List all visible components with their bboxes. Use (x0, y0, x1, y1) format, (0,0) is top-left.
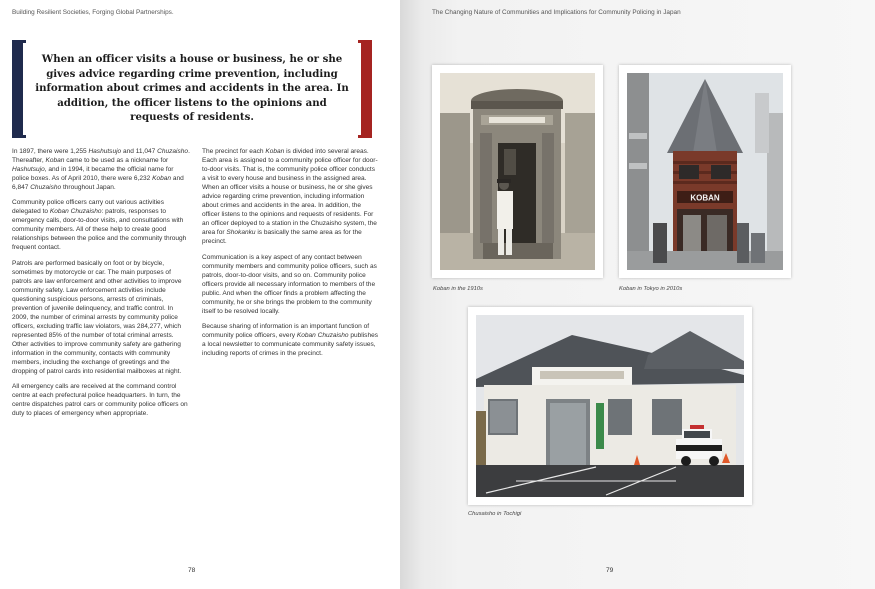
photo-caption-1: Koban in the 1910s (433, 286, 483, 292)
paragraph-4: All emergency calls are received at the command control centre at each prefectural police headquarters. In turn, the centre dispatches patrol cars or community police officers on duty to places of emergency when appropriate. (12, 383, 188, 418)
pull-quote-text: When an officer visits a house or business, he or she gives advice regarding crime prevention, including information about crimes and accidents in the area. In addition, the officer listens to the opinions and requests of residents. (35, 53, 349, 123)
chusaisho-image (476, 315, 744, 497)
paragraph-1: In 1897, there were 1,255 Hashutsujo and 11,047 Chuzaisho. Thereafter, Koban came to be used as a nickname for Hashutsujo, and in 1994, it became the official name for police boxes. As of April 2010, there were 6,232 Koban and 6,847 Chuzaisho throughout Japan. (12, 148, 190, 192)
photo-koban-tokyo-2010s (619, 65, 791, 278)
page-number-left: 78 (188, 567, 196, 574)
pull-quote (12, 40, 372, 138)
paragraph-3: Patrols are performed basically on foot or by bicycle, sometimes by motorcycle or car. The main purposes of patrols are law enforcement and other activities to improve community safety. Law enforcement activities include questioning suspicious persons, arrests of criminals, prevention of juvenile delinquency, and traffic control. In 2009, the number of criminal arrests by community police officers, excluding traffic law violators, was 284,277, which represented 85% of the number of total criminal arrests. Other activities to improve community safety are gathering information in the community, contacts with community members, including the exchange of greetings and the dropping of patrol cards into residential mailboxes at night. (12, 259, 182, 376)
koban-sign-text: KOBAN (690, 193, 720, 203)
running-head-left: Building Resilient Societies, Forging Global Partnerships. (12, 9, 174, 16)
koban-tokyo-image (627, 73, 783, 270)
paragraph-2: Community police officers carry out various activities delegated to Koban Chuzaisho: patrols, responses to emergency calls, door-to-door visits, and consultations with community members. All of these help to create good relationships between the police and the community through frequent contact. (12, 199, 187, 252)
photo-caption-2: Koban in Tokyo in 2010s (619, 286, 683, 292)
paragraph-6: Communication is a key aspect of any contact between community members and community police officers, such as patrols, door-to-door visits, and so on. Community police officers provide all necessary information to members of the public. And when the officer finds a problem affecting the community, he or she brings the problem to the community itself to be resolved locally. (202, 253, 377, 315)
paragraph-5: The precinct for each Koban is divided into several areas. Each area is assigned to a community police officer for door-to-door visits. That is, the community police officer conducts a visit to every house and business in the assigned area. When an officer visits a house or business, he or she gives advice regarding crime prevention, including information about crimes and accidents in the area. In addition, the officer listens to the opinions and requests of residents. For an officer deployed to a station in the Chuzaisho system, the area for Shokanku is basically the same area as for the precinct. (202, 148, 378, 246)
page-number-right: 79 (606, 567, 614, 574)
photo-caption-3: Chusaisho in Tochigi (468, 511, 522, 517)
running-head-right: The Changing Nature of Communities and Implications for Community Policing in Japan (432, 9, 681, 16)
paragraph-7: Because sharing of information is an important function of community police officers, every Koban Chuzaisho publishes a local newsletter to communicate community safety issues, including reports of crimes in the precinct. (202, 322, 379, 357)
photo-chusaisho-tochigi (468, 307, 752, 505)
right-page (400, 0, 875, 589)
koban-1910s-image (440, 73, 595, 270)
left-page (0, 0, 400, 589)
pull-quote-bracket-left (12, 40, 26, 138)
photo-koban-1910s (432, 65, 603, 278)
text-column-1 (12, 147, 190, 424)
text-column-2 (202, 147, 380, 364)
pull-quote-bracket-right (358, 40, 372, 138)
